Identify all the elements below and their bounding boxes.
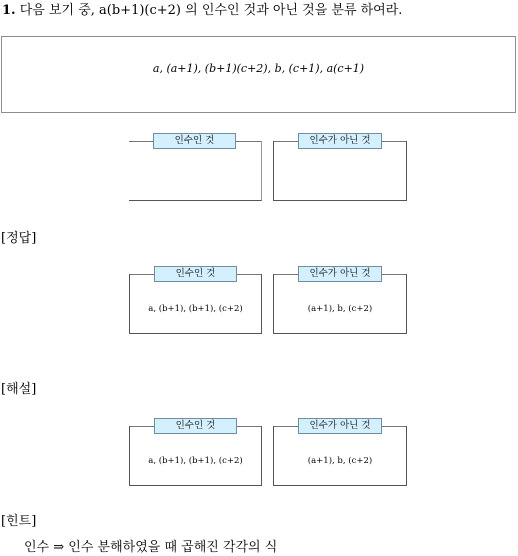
explanation-heading: [해설]: [1, 382, 37, 397]
answer-factor-box: [129, 268, 262, 334]
explanation-factor-content: a, (b+1), (b+1), (c+2): [148, 456, 243, 466]
explanation-nonfactor-label: 인수가 아닌 것: [298, 418, 382, 434]
explanation-nonfactor-content: (a+1), b, (c+2): [307, 456, 373, 466]
explanation-factor-label: 인수인 것: [154, 418, 237, 434]
answer-nonfactor-label: 인수가 아닌 것: [298, 266, 382, 282]
blank-nonfactor-box: [273, 135, 407, 201]
answer-nonfactor-content: (a+1), b, (c+2): [307, 304, 373, 314]
answer-factor-label: 인수인 것: [154, 266, 237, 282]
blank-nonfactor-label: 인수가 아닌 것: [298, 133, 382, 149]
explanation-nonfactor-box: [273, 420, 407, 486]
answer-nonfactor-box: [273, 268, 407, 334]
question-body: 다음 보기 중, a(b+1)(c+2) 의 인수인 것과 아닌 것을 분류 하여라.: [19, 3, 403, 18]
question-text: [2, 2, 516, 22]
hint-text: 인수 ⇒ 인수 분해하였을 때 곱해진 각각의 식: [24, 540, 278, 555]
question-number: 1.: [2, 3, 16, 18]
choices-box: [1, 36, 516, 113]
answer-factor-content: a, (b+1), (b+1), (c+2): [148, 304, 243, 314]
answer-heading: [정답]: [1, 231, 37, 246]
blank-factor-box: [129, 135, 262, 201]
choices-list: a, (a+1), (b+1)(c+2), b, (c+1), a(c+1): [152, 62, 365, 75]
hint-heading: [힌트]: [1, 514, 37, 529]
blank-factor-label: 인수인 것: [153, 133, 236, 149]
explanation-factor-box: [129, 420, 262, 486]
